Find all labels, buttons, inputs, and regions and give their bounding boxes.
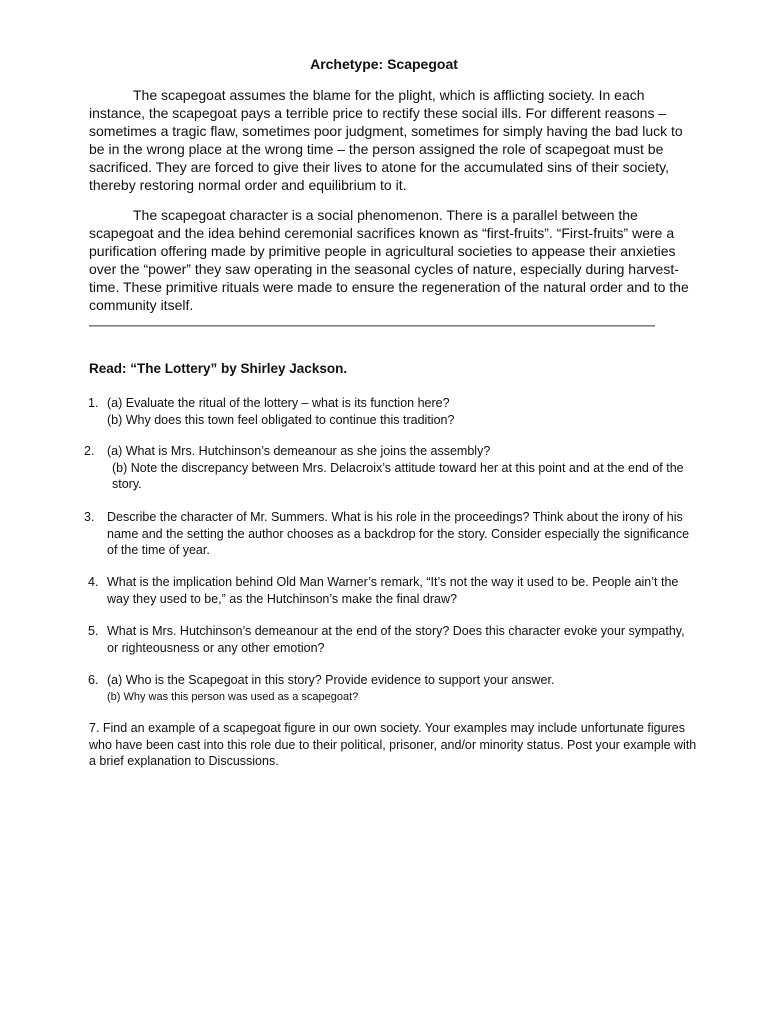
question-number: 1.	[88, 396, 99, 410]
question-number: 3.	[84, 510, 95, 524]
question-part-b: (b) Why was this person was used as a scapegoat?	[107, 690, 359, 703]
question-6	[88, 672, 688, 708]
document-title: Archetype: Scapegoat	[310, 56, 458, 72]
question-4	[88, 574, 688, 610]
question-1	[88, 395, 688, 431]
question-5	[88, 623, 688, 659]
question-number: 5.	[88, 624, 99, 638]
question-7: 7. Find an example of a scapegoat figure in our own society. Your examples may include unfortunate figures who have been cast into this role due to their political, prisoner, and/or minority status. Post your example with a brief explanation to Discussions.	[89, 721, 697, 768]
question-part-a: (a) What is Mrs. Hutchinson’s demeanour as she joins the assembly?	[107, 444, 491, 458]
intro-paragraph: The scapegoat assumes the blame for the plight, which is afflicting society. In each instance, the scapegoat pays a terrible price to rectify these social ills. For different reasons – sometimes a tragic flaw, sometimes poor judgment, sometimes for simply having the bad luck to be in the wrong place at the wrong time – the person assigned the role of scapegoat must be sacrificed. They are forced to give their lives to atone for the accumulated sins of their society, thereby restoring normal order and equilibrium to it.	[89, 87, 683, 193]
first-fruits-paragraph: The scapegoat character is a social phenomenon. There is a parallel between the scapegoat and the idea behind ceremonial sacrifices known as “first-fruits”. “First-fruits” were a purification offering made by primitive people in agricultural societies to appease their anxieties over the “power” they saw operating in the seasonal cycles of nature, especially during harvest-time. These primitive rituals were made to ensure the regeneration of the natural order and to the community itself.	[89, 207, 689, 313]
question-number: 4.	[88, 575, 99, 589]
question-number: 2.	[84, 444, 95, 458]
question-text: What is Mrs. Hutchinson’s demeanour at the end of the story? Does this character evoke your sympathy, or righteousness or any other emotion?	[107, 624, 685, 655]
question-part-a: (a) Who is the Scapegoat in this story? Provide evidence to support your answer.	[107, 673, 555, 687]
question-part-b: (b) Why does this town feel obligated to continue this tradition?	[107, 412, 455, 427]
question-part-a: (a) Evaluate the ritual of the lottery – what is its function here?	[107, 396, 450, 410]
question-text: Describe the character of Mr. Summers. What is his role in the proceedings? Think about the irony of his name and the setting the author chooses as a backdrop for the story. Consider especially the significance of the time of year.	[107, 510, 690, 557]
question-2	[84, 443, 694, 495]
question-part-b: (b) Note the discrepancy between Mrs. Delacroix’s attitude toward her at this point and at the end of the story.	[112, 460, 684, 491]
question-3	[84, 509, 694, 561]
reading-assignment-heading: Read: “The Lottery” by Shirley Jackson.	[89, 361, 348, 376]
question-text: What is the implication behind Old Man Warner’s remark, “It’s not the way it used to be. People ain’t the way they used to be,” as the Hutchinson’s make the final draw?	[107, 575, 679, 606]
question-number: 6.	[88, 673, 99, 687]
horizontal-divider	[89, 325, 655, 327]
